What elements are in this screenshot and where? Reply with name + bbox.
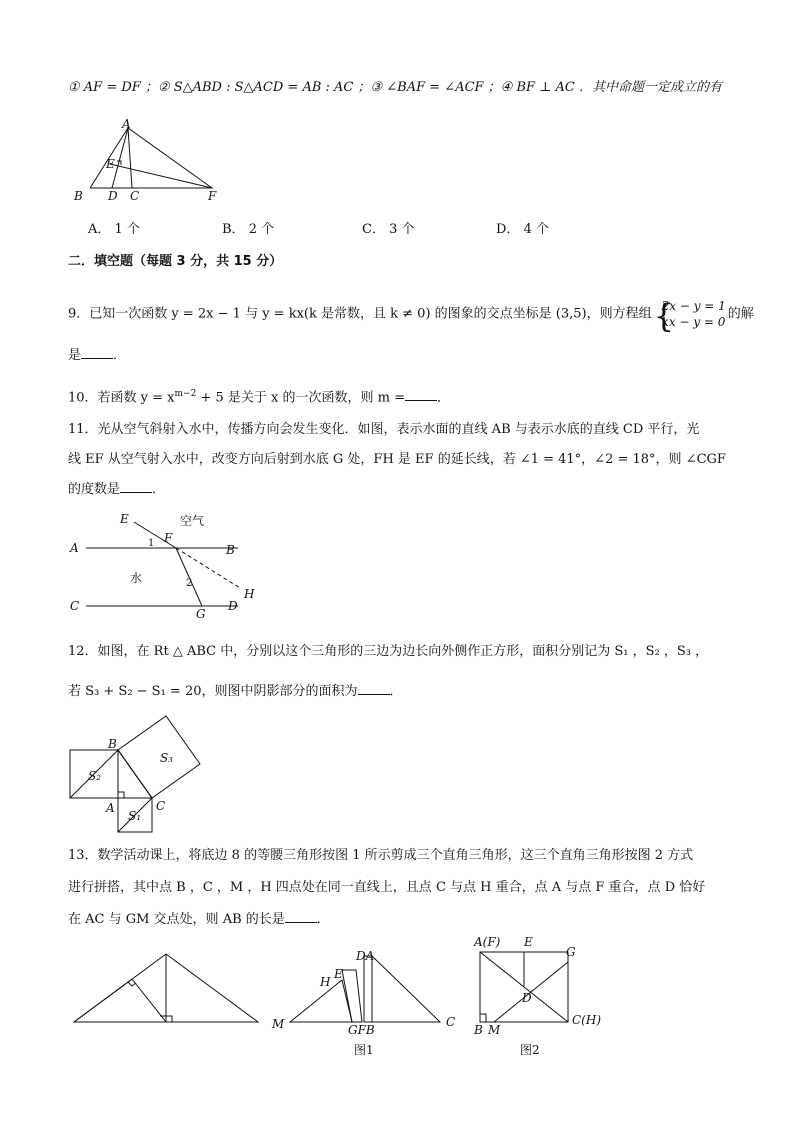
q13-fig2-label-ch: C(H) <box>572 1013 602 1027</box>
q8-label-d: D <box>108 189 118 203</box>
q11-label-angle1: 1 <box>148 538 155 549</box>
q11-text-3: 的度数是 <box>68 482 121 497</box>
q8-label-c: C <box>130 189 140 203</box>
q13-fig1-label-gfb: GFB <box>348 1023 375 1037</box>
q8-statements: ① AF = DF ；② S△ABD : S△ACD = AB : AC ；③ ∠BAF = ∠ACF ；④ BF ⊥ AC ．其中命题一定成立的有 <box>68 80 722 95</box>
q8-label-b: B <box>74 189 83 203</box>
q11-text-3-end: ． <box>152 482 166 497</box>
q10-number: 10． <box>68 390 98 406</box>
q13-fig2-label-m: M <box>488 1023 501 1037</box>
q8-option-a[interactable] <box>88 220 140 240</box>
q12-text-2-end: ． <box>389 684 403 699</box>
q13-fig1-label-c: C <box>446 1015 456 1029</box>
option-key: A． <box>88 222 111 237</box>
q10-answer-blank[interactable] <box>405 388 437 401</box>
option-text: 4 个 <box>523 222 549 237</box>
q13-fig1-label-e: E <box>334 967 343 981</box>
q8-option-d[interactable] <box>496 220 549 240</box>
q9-line1 <box>68 297 754 335</box>
q11-number: 11． <box>68 422 98 437</box>
q11-figure <box>68 508 258 621</box>
q9-text-a: 已知一次函数 y = 2x − 1 与 y = kx(k 是常数，且 k ≠ 0) 的图象的交点坐标是 (3,5)，则方程组 <box>89 306 652 322</box>
q8-label-a: A <box>122 117 131 131</box>
q13-original-triangle <box>72 948 262 1028</box>
q11-line1 <box>68 420 699 440</box>
q11-text-1: 光从空气斜射入水中，传播方向会发生变化．如图，表示水面的直线 AB 与表示水底的直线 CD 平行，光 <box>97 422 700 437</box>
q9-eq2: kx − y = 0 <box>661 315 726 329</box>
q8-option-b[interactable] <box>222 220 274 240</box>
q11-label-g: G <box>196 607 206 621</box>
q9-text-d: ． <box>113 348 127 363</box>
q12-label-s3: S₃ <box>160 751 174 765</box>
q13-fig2-label-e: E <box>524 935 533 949</box>
q13-text-1: 数学活动课上，将底边 8 的等腰三角形按图 1 所示剪成三个直角三角形，这三个直角三角形按图 2 方式 <box>97 848 694 863</box>
q13-answer-blank[interactable] <box>285 910 317 923</box>
q8-option-c[interactable] <box>362 220 415 240</box>
q13-fig1-label-m: M <box>272 1017 285 1031</box>
option-key: B． <box>222 222 245 237</box>
q12-label-b: B <box>108 737 117 751</box>
q11-line3 <box>68 480 165 500</box>
q13-fig2-label-b: B <box>474 1023 483 1037</box>
q13-fig1-label-h: H <box>320 975 331 989</box>
q11-label-b: B <box>226 543 235 557</box>
q10-text-b: + 5 是关于 x 的一次函数，则 m = <box>196 390 405 406</box>
q12-line2 <box>68 682 403 702</box>
q8-label-e: E <box>106 157 115 171</box>
q12-line1 <box>68 642 708 662</box>
q11-label-d: D <box>228 599 238 613</box>
q12-label-a: A <box>106 801 115 815</box>
q12-label-c: C <box>156 799 166 813</box>
q13-fig2-label-g: G <box>566 945 576 959</box>
q13-fig1-label-da: DA <box>356 949 375 963</box>
option-key: C． <box>362 222 385 237</box>
q11-label-f: F <box>164 531 173 545</box>
q9-text-b: 的解 <box>727 306 754 322</box>
q10-text-c: ． <box>436 390 450 406</box>
q13-fig2-caption: 图2 <box>520 1043 540 1057</box>
q11-label-water: 水 <box>130 571 143 585</box>
q9-equation-system: { 2x − y = 1 kx − y = 0 <box>653 297 726 335</box>
q12-text-2: 若 S₃ + S₂ − S₁ = 20，则图中阴影部分的面积为 <box>68 684 358 699</box>
q10-line <box>68 384 450 408</box>
option-text: 3 个 <box>389 222 415 237</box>
q11-label-air: 空气 <box>180 514 205 528</box>
q13-number: 13． <box>68 848 98 863</box>
q13-line1 <box>68 846 693 866</box>
q11-answer-blank[interactable] <box>120 480 152 493</box>
q10-exponent: m−2 <box>174 389 197 399</box>
q9-eq1: 2x − y = 1 <box>661 299 726 313</box>
q13-figure2 <box>470 930 600 1060</box>
q9-answer-blank[interactable] <box>81 346 113 359</box>
q13-text-3: 在 AC 与 GM 交点处，则 AB 的长是 <box>68 912 285 927</box>
q13-line2: 进行拼搭，其中点 B ，C ，M ，H 四点处在同一直线上，且点 C 与点 H 重合，点 A 与点 F 重合，点 D 恰好 <box>68 880 706 895</box>
section-heading: 二．填空题（每题 3 分，共 15 分） <box>68 254 283 269</box>
q10-text-a: 若函数 y = x <box>97 390 175 406</box>
q11-label-e: E <box>120 512 129 526</box>
q12-answer-blank[interactable] <box>358 682 390 695</box>
q11-label-h: H <box>244 587 255 601</box>
q13-fig2-label-af: A(F) <box>474 935 501 949</box>
q12-text-1: 如图，在 Rt △ ABC 中，分别以这个三角形的三边为边长向外侧作正方形，面积分别记为 S₁ ，S₂ ，S₃ ， <box>97 644 709 659</box>
q12-label-s2: S₂ <box>88 769 102 783</box>
q12-label-s1: S₁ <box>128 809 142 823</box>
q13-fig2-label-d: D <box>522 991 532 1005</box>
option-text: 2 个 <box>248 222 275 237</box>
q9-text-c: 是 <box>68 348 82 363</box>
option-text: 1 个 <box>114 222 140 237</box>
q12-figure <box>68 718 208 834</box>
q11-line2: 线 EF 从空气射入水中，改变方向后射到水底 G 处，FH 是 EF 的延长线，若 ∠1 = 41°，∠2 = 18°，则 ∠CGF <box>68 452 726 467</box>
q13-text-3-end: ． <box>316 912 330 927</box>
q8-figure <box>70 118 230 208</box>
q11-label-angle2: 2 <box>186 578 193 589</box>
q13-figure1 <box>268 948 468 1060</box>
q8-label-f: F <box>208 189 217 203</box>
option-key: D． <box>496 222 520 237</box>
q11-label-c: C <box>70 599 80 613</box>
q9-number: 9． <box>68 306 90 322</box>
q13-fig1-caption: 图1 <box>354 1043 374 1057</box>
q12-number: 12． <box>68 644 98 659</box>
q9-line2 <box>68 346 126 366</box>
q11-label-a: A <box>70 541 79 555</box>
q13-line3 <box>68 910 330 930</box>
